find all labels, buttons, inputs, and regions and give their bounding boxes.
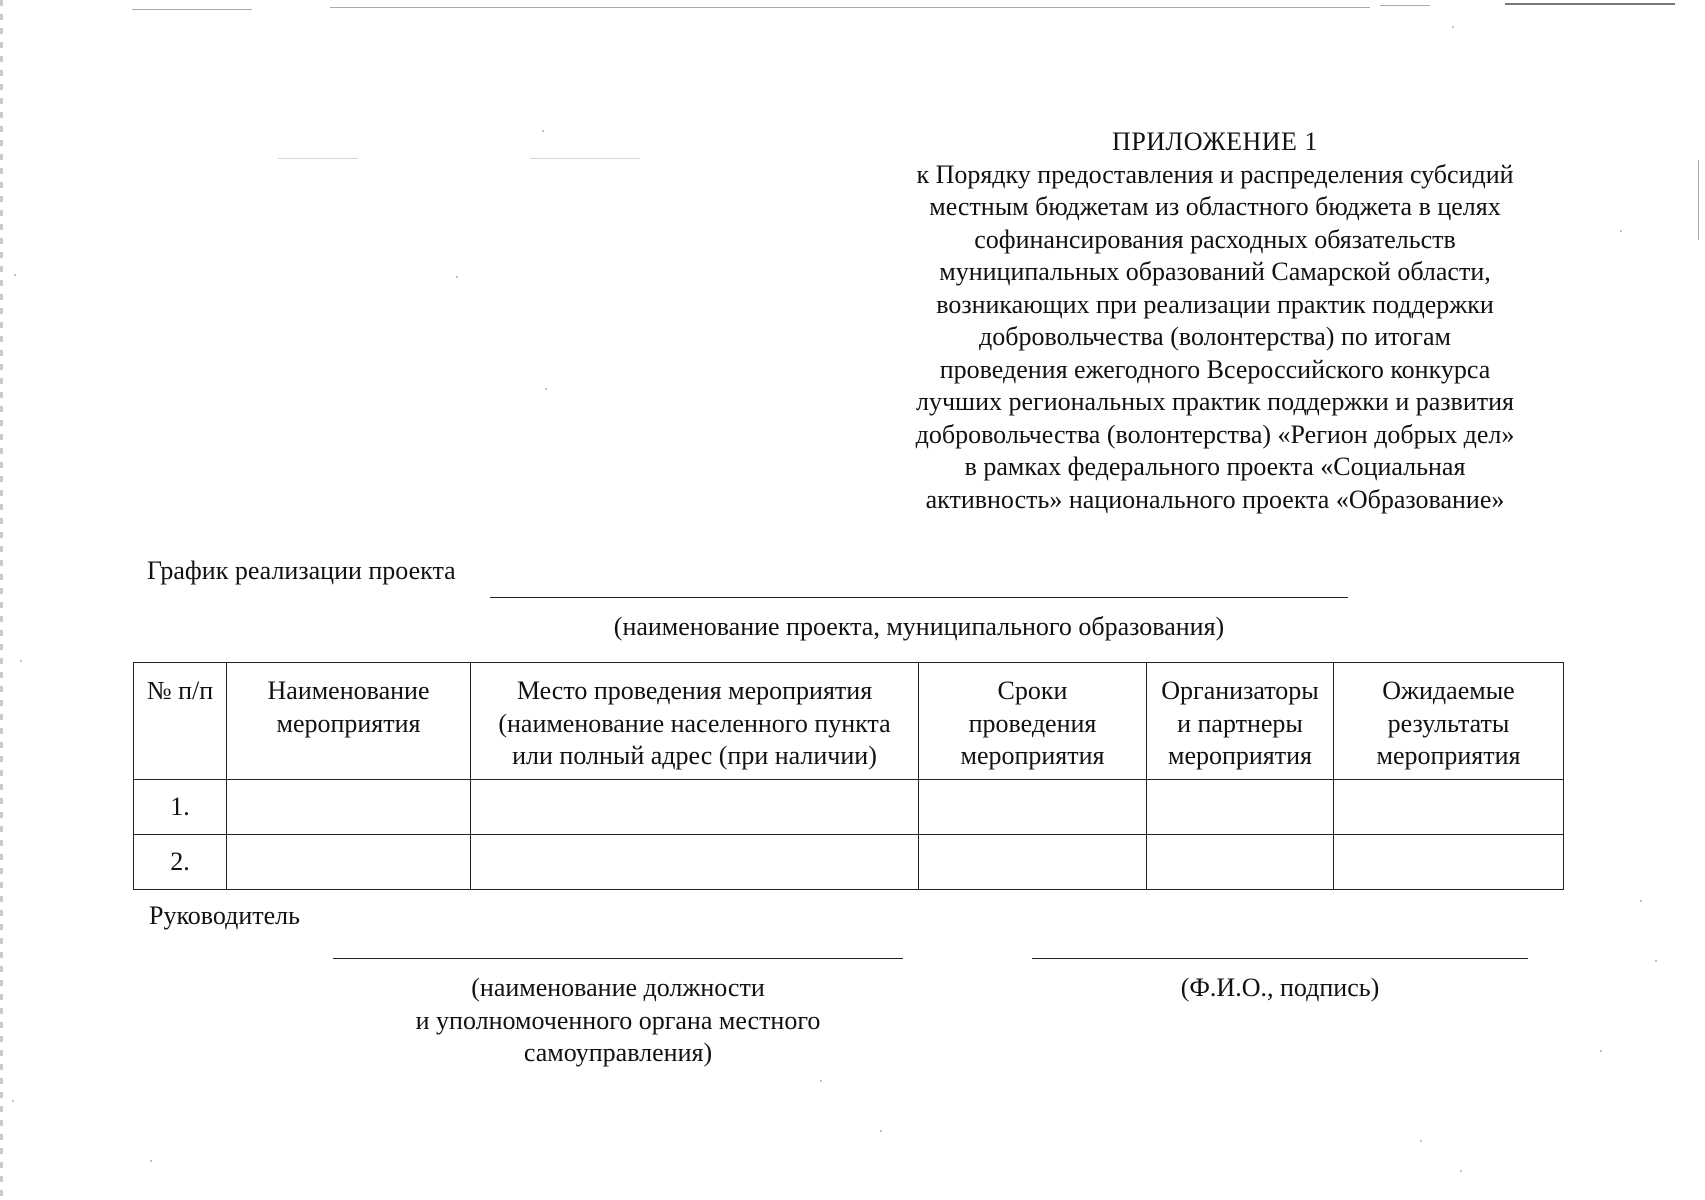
scan-speck: [1655, 960, 1657, 962]
scan-speck: [880, 1130, 882, 1132]
appendix-title: ПРИЛОЖЕНИЕ 1: [1112, 127, 1318, 156]
header-cell-dates: Сроки проведения мероприятия: [919, 663, 1147, 780]
table-cell: [919, 835, 1147, 890]
table-cell: [227, 780, 471, 835]
scan-speck: [150, 1160, 152, 1162]
scan-speck: [14, 274, 16, 276]
appendix-line: муниципальных образований Самарской области,: [939, 257, 1491, 286]
scan-speck: [1600, 1050, 1602, 1052]
scan-speck: [542, 130, 544, 132]
table-row: [134, 780, 1564, 835]
scan-line-artifact: [1698, 160, 1699, 240]
scan-line-artifact: [330, 7, 1370, 8]
table-cell-number: 2.: [134, 835, 227, 890]
table-header-row: [134, 663, 1564, 780]
scan-line-artifact: [278, 158, 358, 159]
scan-speck: [1452, 26, 1454, 28]
head-label: Руководитель: [149, 901, 300, 930]
scan-line-artifact: [1505, 3, 1675, 5]
scan-speck: [1460, 1170, 1462, 1172]
appendix-line: добровольчества (волонтерства) «Регион добрых дел»: [915, 419, 1515, 449]
position-blank-line: [333, 958, 903, 959]
table-cell: [471, 835, 919, 890]
header-cell-venue: Место проведения мероприятия (наименование населенного пункта или полный адрес (при наличии): [471, 663, 919, 780]
appendix-line: добровольчества (волонтерства) по итогам: [979, 322, 1451, 351]
table-cell: [1147, 780, 1334, 835]
scan-line-artifact: [1380, 5, 1430, 6]
table-row: [134, 835, 1564, 890]
table-cell: [227, 835, 471, 890]
scan-speck: [456, 276, 458, 278]
appendix-header: [880, 126, 1550, 516]
header-cell-expected-results: Ожидаемые результаты мероприятия: [1334, 663, 1564, 780]
appendix-line: местным бюджетам из областного бюджета в целях: [929, 192, 1501, 221]
appendix-line: лучших региональных практик поддержки и развития: [916, 387, 1514, 416]
table-cell: [1147, 835, 1334, 890]
appendix-line: активность» национального проекта «Образование»: [925, 484, 1505, 514]
table-cell: [471, 780, 919, 835]
scan-line-artifact: [132, 9, 252, 10]
appendix-line: возникающих при реализации практик поддержки: [936, 289, 1494, 319]
appendix-line: к Порядку предоставления и распределения субсидий: [916, 159, 1514, 189]
scan-speck: [1420, 1140, 1422, 1142]
scan-speck: [545, 388, 547, 390]
table-cell-number: 1.: [134, 780, 227, 835]
table-cell: [1334, 835, 1564, 890]
project-name-blank-line: [490, 597, 1348, 598]
scan-speck: [1620, 230, 1622, 232]
signature-blank-line: [1032, 958, 1528, 959]
schedule-table: [133, 662, 1564, 890]
schedule-title: График реализации проекта: [147, 556, 456, 585]
table-cell: [919, 780, 1147, 835]
appendix-line: софинансирования расходных обязательств: [974, 224, 1456, 254]
table-cell: [1334, 780, 1564, 835]
scan-speck: [1640, 900, 1642, 902]
appendix-line: проведения ежегодного Всероссийского конкурса: [939, 354, 1491, 384]
project-name-caption: (наименование проекта, муниципального образования): [613, 612, 1225, 641]
header-cell-number: № п/п: [134, 663, 227, 780]
scan-line-artifact: [530, 158, 640, 159]
scan-speck: [12, 1100, 14, 1102]
scan-speck: [820, 1080, 822, 1082]
appendix-line: в рамках федерального проекта «Социальная: [964, 452, 1466, 481]
scan-edge-artifact: [0, 0, 3, 1200]
header-cell-event-name: Наименование мероприятия: [227, 663, 471, 780]
signature-caption: (Ф.И.О., подпись): [1180, 973, 1380, 1002]
header-cell-organizers: Организаторы и партнеры мероприятия: [1147, 663, 1334, 780]
position-caption: (наименование должности и уполномоченного органа местного самоуправления): [415, 973, 821, 1067]
scan-speck: [20, 660, 22, 662]
